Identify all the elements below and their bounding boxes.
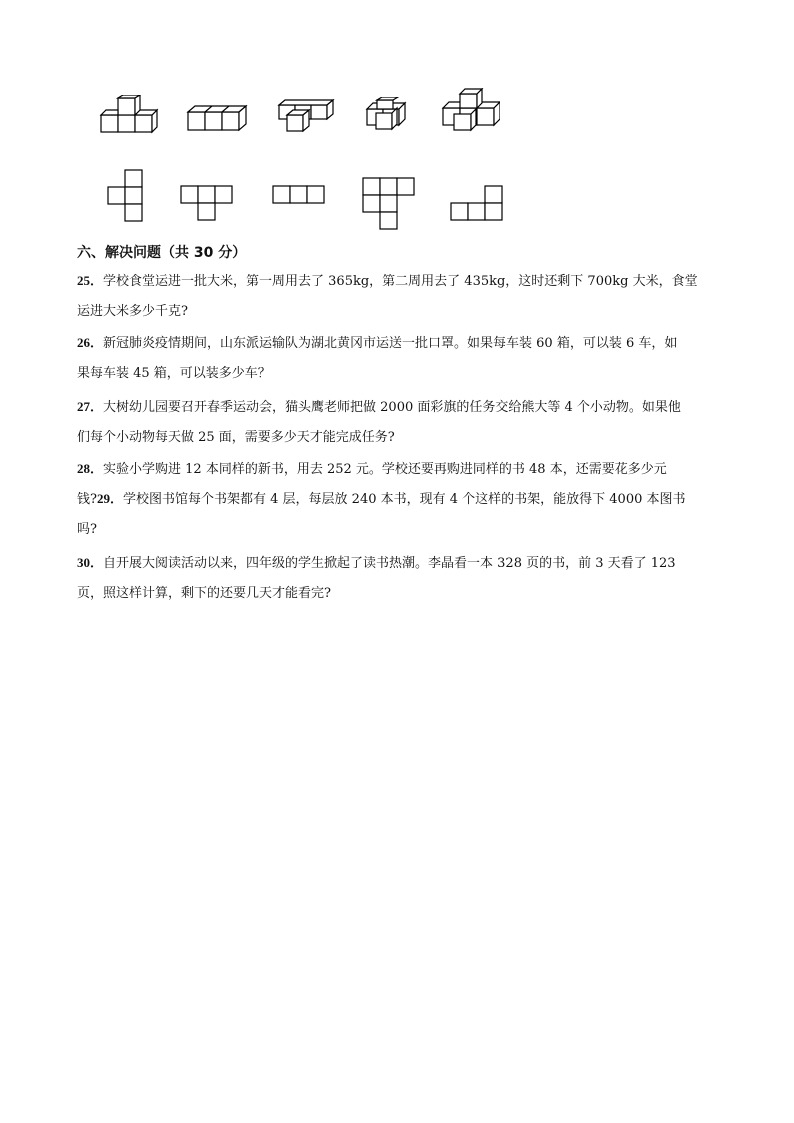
cube-figure-3 [273, 97, 337, 135]
question-28-line-1 [77, 458, 667, 477]
question-text: 实验小学购进 12 本同样的新书，用去 252 元。学校还要再购进同样的书 48 本，还需要花多少元 [103, 462, 667, 477]
question-30-line-1 [77, 552, 676, 571]
question-number: 29． [96, 491, 123, 506]
question-number: 26． [77, 335, 104, 350]
question-27-line-1 [77, 396, 681, 415]
question-number: 25． [77, 273, 104, 288]
question-number: 27． [77, 399, 104, 414]
question-text: 大树幼儿园要召开春季运动会，猫头鹰老师把做 2000 面彩旗的任务交给熊大等 4 个小动物。如果他 [103, 400, 681, 415]
cube-figure-2 [185, 102, 249, 134]
question-26-line-1 [77, 332, 677, 351]
question-text: 运进大米多少千克? [77, 304, 188, 319]
question-26-line-2 [77, 362, 271, 381]
question-text: 学校图书馆每个书架都有 4 层，每层放 240 本书，现有 4 个这样的书架，能放得下 4000 本图书 [123, 492, 686, 507]
question-number: 30． [77, 555, 104, 570]
question-text: 们每个小动物每天做 25 面，需要多少天才能完成任务? [77, 430, 395, 445]
question-text: 自开展大阅读活动以来，四年级的学生掀起了读书热潮。李晶看一本 328 页的书，前 3 天看了 123 [103, 556, 676, 571]
question-30-line-2 [77, 582, 331, 601]
question-number: 28． [77, 461, 104, 476]
question-25-line-2 [77, 300, 188, 319]
view-figure-1 [107, 168, 145, 222]
question-text: 吗? [77, 522, 97, 537]
question-27-line-2 [77, 426, 395, 445]
question-28-29-line-2 [77, 488, 686, 507]
view-figure-4 [361, 176, 417, 232]
question-text: 钱? [77, 492, 97, 507]
cube-figure-4 [364, 97, 412, 133]
cube-figure-5 [440, 88, 500, 132]
view-figure-2 [180, 184, 234, 222]
section-heading: 六、解决问题（共 30 分） [77, 245, 247, 261]
question-text: 学校食堂运进一批大米，第一周用去了 365kg，第二周用去了 435kg，这时还剩下 700kg 大米，食堂 [103, 274, 698, 289]
question-text: 页，照这样计算，剩下的还要几天才能看完? [77, 586, 331, 601]
question-25-line-1 [77, 270, 698, 289]
question-text: 新冠肺炎疫情期间，山东派运输队为湖北黄冈市运送一批口罩。如果每车装 60 箱，可以装 6 车，如 [103, 336, 678, 351]
view-figure-5 [450, 184, 504, 222]
question-29-line-3 [77, 518, 97, 537]
view-figure-3 [272, 184, 326, 206]
cube-figure-1 [98, 95, 160, 135]
question-text: 果每车装 45 箱，可以装多少车？ [77, 366, 271, 381]
